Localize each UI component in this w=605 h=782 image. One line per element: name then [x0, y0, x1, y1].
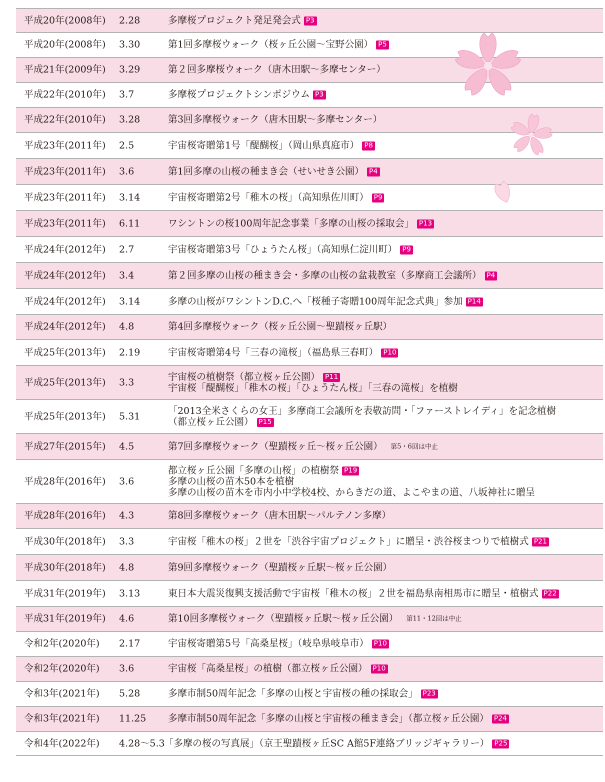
event-year: 平成25年(2013年) — [24, 377, 106, 388]
page-reference-badge: P3 — [314, 90, 324, 99]
event-date: 4.8 — [119, 562, 135, 573]
event-text: 第3回多摩桜ウォーク（唐木田駅～多摩センター） — [168, 114, 383, 126]
event-description — [168, 90, 326, 101]
event-year: 平成31年(2019年) — [24, 613, 106, 625]
event-year: 平成22年(2010年) — [24, 114, 106, 126]
event-text: 第10回多摩桜ウォーク（聖蹟桜ヶ丘駅～桜ヶ丘公園） — [168, 613, 399, 625]
timeline-row — [16, 682, 603, 707]
timeline-row — [16, 133, 603, 159]
event-text: 第8回多摩桜ウォーク（唐木田駅～パルテノン多摩） — [168, 510, 392, 522]
event-line — [168, 441, 438, 452]
event-description — [168, 270, 497, 281]
event-year: 令和2年(2020年) — [24, 638, 100, 650]
event-description — [168, 562, 392, 573]
event-date: 3.28 — [119, 114, 141, 126]
event-line — [168, 270, 497, 281]
event-description — [164, 738, 509, 749]
event-year: 平成21年(2009年) — [24, 64, 106, 76]
event-date: 11.25 — [119, 713, 147, 725]
event-description — [168, 192, 384, 203]
timeline-row — [16, 434, 603, 460]
event-description — [168, 689, 438, 700]
event-text: 「2013全米さくらの女王」多摩商工会議所を表敬訪問・「ファーストレイディ」を記念植樹 — [168, 405, 557, 417]
timeline-row — [16, 108, 603, 133]
event-text: 多摩の山桜がワシントンD.C.へ「桜種子寄贈100周年記念式典」参加 — [168, 296, 463, 307]
event-text: 「多摩の桜の写真展」（京王聖蹟桜ヶ丘SC A館5F連絡ブリッジギャラリー） — [164, 738, 490, 749]
event-year: 平成24年(2012年) — [24, 270, 106, 281]
event-year: 平成25年(2013年) — [24, 411, 106, 422]
event-text: 宇宙桜寄贈第4号「三春の滝桜」（福島県三春町） — [168, 347, 379, 358]
timeline-row — [16, 33, 603, 58]
event-line — [168, 15, 317, 26]
page-reference-badge: P10 — [373, 639, 387, 648]
event-text: 宇宙桜「稚木の桜」２世を「渋谷宇宙プロジェクト」に贈呈・渋谷桜まつりで植樹式 — [168, 536, 529, 547]
event-year: 平成23年(2011年) — [24, 218, 106, 229]
event-date: 5.28 — [119, 688, 141, 700]
page-reference-badge: P23 — [422, 689, 436, 698]
event-year: 平成23年(2011年) — [24, 166, 106, 177]
timeline-row — [16, 607, 603, 632]
event-line — [168, 40, 389, 51]
timeline-row — [16, 529, 603, 555]
page-reference-badge: P25 — [494, 739, 508, 747]
event-year: 平成28年(2016年) — [24, 510, 106, 522]
event-date: 3.29 — [119, 64, 141, 76]
event-year: 平成30年(2018年) — [24, 536, 106, 547]
page-reference-badge: P14 — [467, 297, 481, 305]
event-year: 平成23年(2011年) — [24, 140, 106, 151]
event-text: 第7回多摩桜ウォーク（聖蹟桜ヶ丘～桜ヶ丘公園） — [168, 441, 383, 452]
event-note: 第11・12回は中止 — [406, 614, 462, 623]
event-description — [168, 714, 509, 725]
page-reference-badge: P15 — [258, 417, 272, 426]
event-line — [168, 406, 556, 417]
event-text: 宇宙桜寄贈第2号「稚木の桜」（高知県佐川町） — [168, 192, 369, 203]
timeline-row — [16, 237, 603, 263]
event-date: 3.7 — [119, 89, 135, 101]
event-year: 平成24年(2012年) — [24, 244, 106, 255]
event-line — [168, 588, 559, 599]
event-text: （都立桜ヶ丘公園） — [168, 416, 254, 428]
event-text: 多摩桜プロジェクトシンポジウム — [168, 89, 310, 101]
event-year: 平成25年(2013年) — [24, 347, 106, 358]
page-reference-badge: P9 — [402, 245, 411, 253]
page-reference-badge: P21 — [533, 537, 547, 545]
event-date: 3.6 — [119, 166, 135, 177]
event-description — [168, 40, 389, 51]
page-reference-badge: P4 — [369, 167, 378, 175]
event-description — [168, 244, 413, 255]
event-date: 3.6 — [119, 663, 135, 675]
event-date: 3.30 — [119, 39, 141, 51]
event-description — [168, 166, 380, 177]
event-description — [168, 15, 317, 26]
event-line — [168, 296, 483, 307]
event-line — [168, 639, 389, 650]
event-description — [168, 322, 392, 333]
event-date: 2.5 — [119, 140, 135, 151]
event-text: 第２回多摩の山桜の種まき会・多摩の山桜の盆栽教室（多摩商工会議所） — [168, 270, 482, 281]
event-line — [168, 65, 386, 76]
event-description — [168, 614, 462, 625]
event-year: 平成27年(2015年) — [24, 441, 106, 452]
timeline-row — [16, 263, 603, 289]
event-line — [168, 714, 509, 725]
event-date: 4.6 — [119, 613, 135, 625]
timeline-row — [16, 211, 603, 237]
event-date: 3.3 — [119, 377, 135, 388]
event-line — [164, 738, 509, 749]
event-date: 4.3 — [119, 510, 135, 522]
event-text: 多摩市制50周年記念「多摩の山桜と宇宙桜の種まき会」（都立桜ヶ丘公園） — [168, 713, 489, 725]
event-text: 宇宙桜「醍醐桜」「稚木の桜」「ひょうたん桜」「三春の滝桜」を植樹 — [168, 382, 458, 394]
event-line — [168, 614, 462, 625]
event-line — [168, 664, 388, 675]
event-date: 3.14 — [119, 296, 141, 307]
event-line — [168, 322, 392, 333]
event-year: 令和4年(2022年) — [24, 738, 100, 749]
event-text: 多摩の山桜の苗木を市内小中学校4校、からきだの道、よこやまの道、八坂神社に贈呈 — [168, 487, 536, 498]
event-line — [168, 115, 382, 126]
event-description — [168, 588, 559, 599]
timeline-row — [16, 632, 603, 657]
event-line — [168, 192, 384, 203]
event-text: 宇宙桜寄贈第3号「ひょうたん桜」（高知県仁淀川町） — [168, 244, 398, 255]
event-text: 宇宙桜寄贈第1号「醍醐桜」（岡山県真庭市） — [168, 140, 360, 151]
timeline-row — [16, 657, 603, 682]
event-description — [168, 639, 389, 650]
event-description — [168, 664, 388, 675]
event-year: 平成28年(2016年) — [24, 476, 106, 487]
event-year: 平成20年(2008年) — [24, 39, 106, 51]
event-line — [168, 372, 458, 383]
event-year: 令和3年(2021年) — [24, 713, 100, 725]
event-year: 平成24年(2012年) — [24, 321, 106, 333]
event-description — [168, 465, 535, 498]
event-description — [168, 115, 382, 126]
timeline-row — [16, 400, 603, 434]
event-description — [168, 406, 556, 428]
event-line — [168, 417, 556, 428]
event-date: 3.13 — [119, 588, 141, 599]
timeline-row — [16, 185, 603, 211]
event-date: 3.4 — [119, 270, 135, 281]
event-line — [168, 383, 458, 394]
event-date: 3.14 — [119, 192, 141, 203]
event-text: ワシントンの桜100周年記念事業「多摩の山桜の採取会」 — [168, 218, 414, 229]
event-year: 平成20年(2008年) — [24, 15, 106, 26]
event-description — [168, 511, 391, 522]
event-text: 第4回多摩桜ウォーク（桜ヶ丘公園～聖蹟桜ヶ丘駅） — [168, 321, 393, 333]
event-date: 5.31 — [119, 411, 141, 422]
event-year: 令和2年(2020年) — [24, 663, 100, 675]
timeline-row — [16, 315, 603, 340]
timeline-row — [16, 555, 603, 581]
timeline-row — [16, 8, 603, 33]
event-line — [168, 562, 392, 573]
event-line — [168, 511, 391, 522]
page-reference-badge: P3 — [305, 16, 315, 24]
event-date: 3.3 — [119, 536, 135, 547]
event-line — [168, 90, 326, 101]
page-reference-badge: P11 — [325, 372, 339, 381]
page-reference-badge: P5 — [378, 40, 387, 49]
event-line — [168, 140, 375, 151]
page-reference-badge: P4 — [486, 271, 496, 279]
event-date: 4.8 — [119, 321, 135, 333]
timeline-row — [16, 504, 603, 529]
event-date: 6.11 — [119, 218, 141, 229]
timeline-row — [16, 460, 603, 504]
event-text: 宇宙桜「高桑星桜」の植樹（都立桜ヶ丘公園） — [168, 663, 368, 675]
event-description — [168, 536, 549, 547]
event-text: 第２回多摩桜ウォーク（唐木田駅～多摩センター） — [168, 64, 386, 76]
page-reference-badge: P24 — [493, 714, 507, 723]
event-description — [168, 372, 458, 394]
page-reference-badge: P9 — [373, 193, 383, 201]
timeline-row — [16, 289, 603, 315]
event-line — [168, 536, 549, 547]
event-line — [168, 244, 413, 255]
event-year: 平成22年(2010年) — [24, 89, 106, 101]
event-description — [168, 65, 386, 76]
event-date: 2.7 — [119, 244, 135, 255]
event-line — [168, 347, 398, 358]
event-text: 都立桜ヶ丘公園「多摩の山桜」の植樹祭 — [168, 465, 340, 476]
event-text: 宇宙桜寄贈第5号「高桑星桜」（岐阜県岐阜市） — [168, 638, 369, 650]
page-reference-badge: P10 — [372, 664, 386, 673]
event-note: 第5・6回は中止 — [390, 442, 438, 450]
page-reference-badge: P19 — [344, 466, 358, 474]
timeline-row — [16, 366, 603, 400]
event-date: 3.6 — [119, 476, 135, 487]
event-line — [168, 689, 438, 700]
event-year: 平成30年(2018年) — [24, 562, 106, 573]
event-text: 宇宙桜の植樹祭（都立桜ヶ丘公園） — [168, 371, 321, 383]
event-text: 多摩桜プロジェクト発足発会式 — [168, 15, 301, 26]
event-date: 2.17 — [119, 638, 141, 650]
timeline-row — [16, 581, 603, 607]
timeline-row — [16, 83, 603, 108]
event-text: 第1回多摩の山桜の種まき会（せいせき公園） — [168, 166, 365, 177]
event-date: 2.28 — [119, 15, 141, 26]
event-text: 東日本大震災復興支援活動で宇宙桜「稚木の桜」２世を福島県南相馬市に贈呈・植樹式 — [168, 588, 539, 599]
event-year: 令和3年(2021年) — [24, 688, 100, 700]
event-year: 平成24年(2012年) — [24, 296, 106, 307]
page-reference-badge: P10 — [383, 348, 397, 356]
event-text: 多摩の山桜の苗木50本を植樹 — [168, 476, 295, 487]
timeline-row — [16, 732, 603, 756]
event-text: 多摩市制50周年記念「多摩の山桜と宇宙桜の種の採取会」 — [168, 688, 418, 700]
event-line — [168, 476, 535, 487]
event-line — [168, 218, 434, 229]
event-description — [168, 296, 483, 307]
event-line — [168, 166, 380, 177]
event-description — [168, 218, 434, 229]
event-date: 2.19 — [119, 347, 141, 358]
event-line — [168, 465, 535, 476]
event-description — [168, 441, 438, 452]
event-description — [168, 347, 398, 358]
event-line — [168, 487, 535, 498]
event-text: 第9回多摩桜ウォーク（聖蹟桜ヶ丘駅～桜ヶ丘公園） — [168, 562, 393, 573]
page-reference-badge: P13 — [418, 219, 433, 227]
timeline-table — [16, 8, 603, 756]
timeline-row — [16, 707, 603, 732]
event-date: 4.28～5.3 — [119, 738, 165, 749]
event-year: 平成23年(2011年) — [24, 192, 106, 203]
timeline-row — [16, 340, 603, 366]
event-year: 平成31年(2019年) — [24, 588, 106, 599]
timeline-row — [16, 58, 603, 83]
event-date: 4.5 — [119, 441, 135, 452]
page-reference-badge: P22 — [543, 589, 557, 597]
event-text: 第1回多摩桜ウォーク（桜ヶ丘公園～宝野公園） — [168, 39, 374, 51]
timeline-row — [16, 159, 603, 185]
page-reference-badge: P8 — [364, 141, 373, 149]
event-description — [168, 140, 375, 151]
